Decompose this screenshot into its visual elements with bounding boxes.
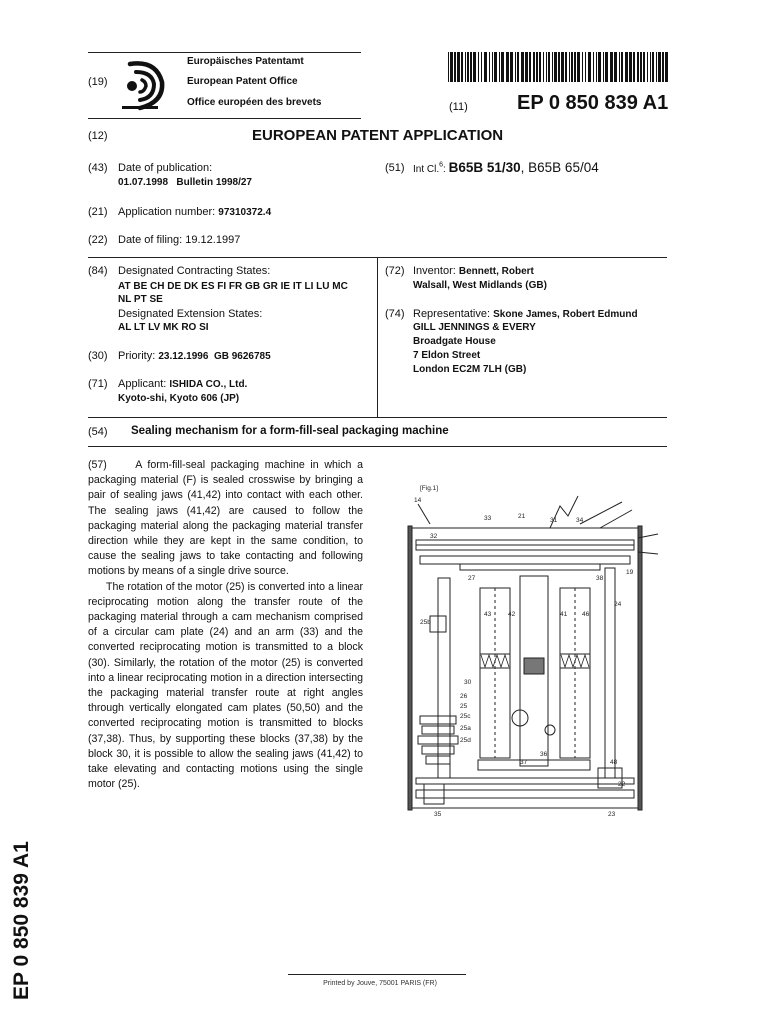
inid-84: (84) bbox=[88, 265, 108, 277]
representative-line-4: London EC2M 7LH (GB) bbox=[413, 364, 527, 375]
inid-19: (19) bbox=[88, 76, 108, 88]
inventor bbox=[413, 265, 534, 277]
office-name-en: European Patent Office bbox=[187, 76, 298, 87]
representative-name: Skone James, Robert Edmund bbox=[493, 309, 638, 320]
figure-label-19: 19 bbox=[626, 569, 634, 576]
application-number bbox=[118, 206, 271, 218]
applicant-address: Kyoto-shi, Kyoto 606 (JP) bbox=[118, 393, 240, 404]
publication-date-value: 01.07.1998 Bulletin 1998/27 bbox=[118, 177, 252, 188]
figure-label-42: 42 bbox=[508, 611, 516, 618]
inventor-name: Bennett, Robert bbox=[458, 266, 534, 277]
invention-title: Sealing mechanism for a form-fill-seal packaging machine bbox=[131, 425, 449, 437]
designated-caption: Designated Contracting States: bbox=[118, 265, 271, 277]
representative-line-2: Broadgate House bbox=[413, 336, 496, 347]
designated-states-line-2: NL PT SE bbox=[118, 294, 163, 305]
figure-label-37: 37 bbox=[520, 759, 528, 766]
inventor-address: Walsall, West Midlands (GB) bbox=[413, 280, 547, 291]
representative-line-1: GILL JENNINGS & EVERY bbox=[413, 322, 536, 333]
figure-label-33: 33 bbox=[484, 515, 492, 522]
inid-21: (21) bbox=[88, 206, 108, 218]
figure-label-32: 32 bbox=[430, 533, 438, 540]
inid-57: (57) bbox=[88, 459, 107, 471]
inid-11: (11) bbox=[449, 101, 468, 113]
extension-caption: Designated Extension States: bbox=[118, 308, 263, 320]
int-cl-caption: Int Cl. bbox=[413, 164, 440, 175]
application-number-caption: Application number: bbox=[118, 206, 216, 218]
inid-51: (51) bbox=[385, 162, 405, 174]
side-publication-number: EP 0 850 839 A1 bbox=[10, 841, 33, 1000]
inid-12: (12) bbox=[88, 130, 108, 142]
figure-label-41: 41 bbox=[560, 611, 568, 618]
figure-label-26: 26 bbox=[460, 693, 468, 700]
applicant-caption: Applicant: bbox=[118, 378, 167, 390]
inid-54: (54) bbox=[88, 426, 108, 438]
figure-label-38: 38 bbox=[596, 575, 604, 582]
figure-label-30: 30 bbox=[464, 679, 472, 686]
inid-30: (30) bbox=[88, 350, 108, 362]
office-name-de: Europäisches Patentamt bbox=[187, 56, 304, 67]
printer-footer: Printed by Jouve, 75001 PARIS (FR) bbox=[323, 980, 437, 987]
priority-caption: Priority: bbox=[118, 350, 156, 362]
filing-date-caption: Date of filing: bbox=[118, 234, 183, 246]
abstract-paragraph-1 bbox=[88, 458, 363, 580]
publication-date-caption: Date of publication: bbox=[118, 162, 213, 174]
representative-caption: Representative: bbox=[413, 308, 491, 320]
figure-label-34: 34 bbox=[576, 517, 584, 524]
figure-ref-14: 14 bbox=[414, 497, 422, 504]
publication-number: EP 0 850 839 A1 bbox=[517, 92, 669, 114]
int-cl-secondary: , B65B 65/04 bbox=[520, 160, 599, 175]
applicant bbox=[118, 378, 247, 390]
document-type-title: EUROPEAN PATENT APPLICATION bbox=[252, 127, 504, 144]
int-cl-primary: B65B 51/30 bbox=[448, 160, 521, 175]
inid-43: (43) bbox=[88, 162, 108, 174]
figure-label-25c: 25c bbox=[460, 713, 471, 720]
figure-caption: [Fig.1] bbox=[420, 485, 439, 492]
figure-label-25d: 25d bbox=[460, 737, 471, 744]
inid-72: (72) bbox=[385, 265, 405, 277]
figure-label-35: 35 bbox=[434, 811, 442, 818]
figure-label-23: 23 bbox=[608, 811, 616, 818]
filing-date bbox=[118, 234, 240, 246]
figure-label-22: 22 bbox=[618, 781, 626, 788]
abstract-text-1: A form-fill-seal packaging machine in which a packaging material (F) is sealed crosswise by bringing a pair of sealing jaws (41,42) into contact with each other. The sealing jaws (41,42) are caused to follow the packaging material along the packaging material transfer direction while they are kept in the same condition, to cause the sealing jaws to take contacting and following motions by means of a single drive source. bbox=[88, 459, 363, 578]
figure-label-48: 48 bbox=[610, 759, 618, 766]
abstract-paragraph-2: The rotation of the motor (25) is converted into a linear reciprocating motion along the transfer route of the packaging material through a cam mechanism comprised of a circular cam plate (24) and an arm (33) and the converted reciprocating motion is transmitted to a block (30). Similarly, the rotation of the motor (25) is converted into a linear reciprocating motion in a direction intersecting the packaging material transfer route at right angles through vertically elongated cam plates (50,50) and the converted reciprocating motion is transmitted to blocks (37,38). Thus, by supporting these blocks (37,38) by the block 30, it is possible to allow the sealing jaws (41,42) to take elevating and contacting motions using the single motor (25). bbox=[88, 580, 363, 791]
figure-label-27: 27 bbox=[468, 575, 476, 582]
figure-label-36: 36 bbox=[540, 751, 548, 758]
int-cl-sup: 6 bbox=[439, 161, 444, 169]
priority bbox=[118, 350, 271, 362]
inid-22: (22) bbox=[88, 234, 108, 246]
filing-date-value: 19.12.1997 bbox=[185, 234, 241, 246]
priority-value: 23.12.1996 GB 9626785 bbox=[158, 351, 271, 362]
designated-states-line-1: AT BE CH DE DK ES FI FR GB GR IE IT LI LU MC bbox=[118, 281, 348, 292]
figure-label-24: 24 bbox=[614, 601, 622, 608]
abstract bbox=[88, 458, 363, 792]
figure-label-21: 21 bbox=[518, 513, 526, 520]
inventor-caption: Inventor: bbox=[413, 265, 456, 277]
figure-label-46: 46 bbox=[582, 611, 590, 618]
figure-label-25: 25 bbox=[460, 703, 468, 710]
epo-logo bbox=[118, 54, 180, 114]
figure-label-25b: 25b bbox=[420, 619, 431, 626]
int-classification: Int Cl.$^6$: B65B 51/30, B65B 65/04 bbox=[413, 160, 599, 175]
application-number-value: 97310372.4 bbox=[218, 207, 272, 218]
inid-71: (71) bbox=[88, 378, 108, 390]
barcode bbox=[448, 52, 668, 82]
applicant-name: ISHIDA CO., Ltd. bbox=[169, 379, 248, 390]
extension-states: AL LT LV MK RO SI bbox=[118, 322, 209, 333]
mechanism-drawing bbox=[400, 468, 670, 828]
inid-74: (74) bbox=[385, 308, 405, 320]
representative bbox=[413, 308, 638, 320]
office-name-fr: Office européen des brevets bbox=[187, 97, 322, 108]
figure-1 bbox=[400, 468, 670, 828]
representative-line-3: 7 Eldon Street bbox=[413, 350, 481, 361]
figure-label-25a: 25a bbox=[460, 725, 471, 732]
figure-label-43: 43 bbox=[484, 611, 492, 618]
figure-label-31: 31 bbox=[550, 517, 558, 524]
